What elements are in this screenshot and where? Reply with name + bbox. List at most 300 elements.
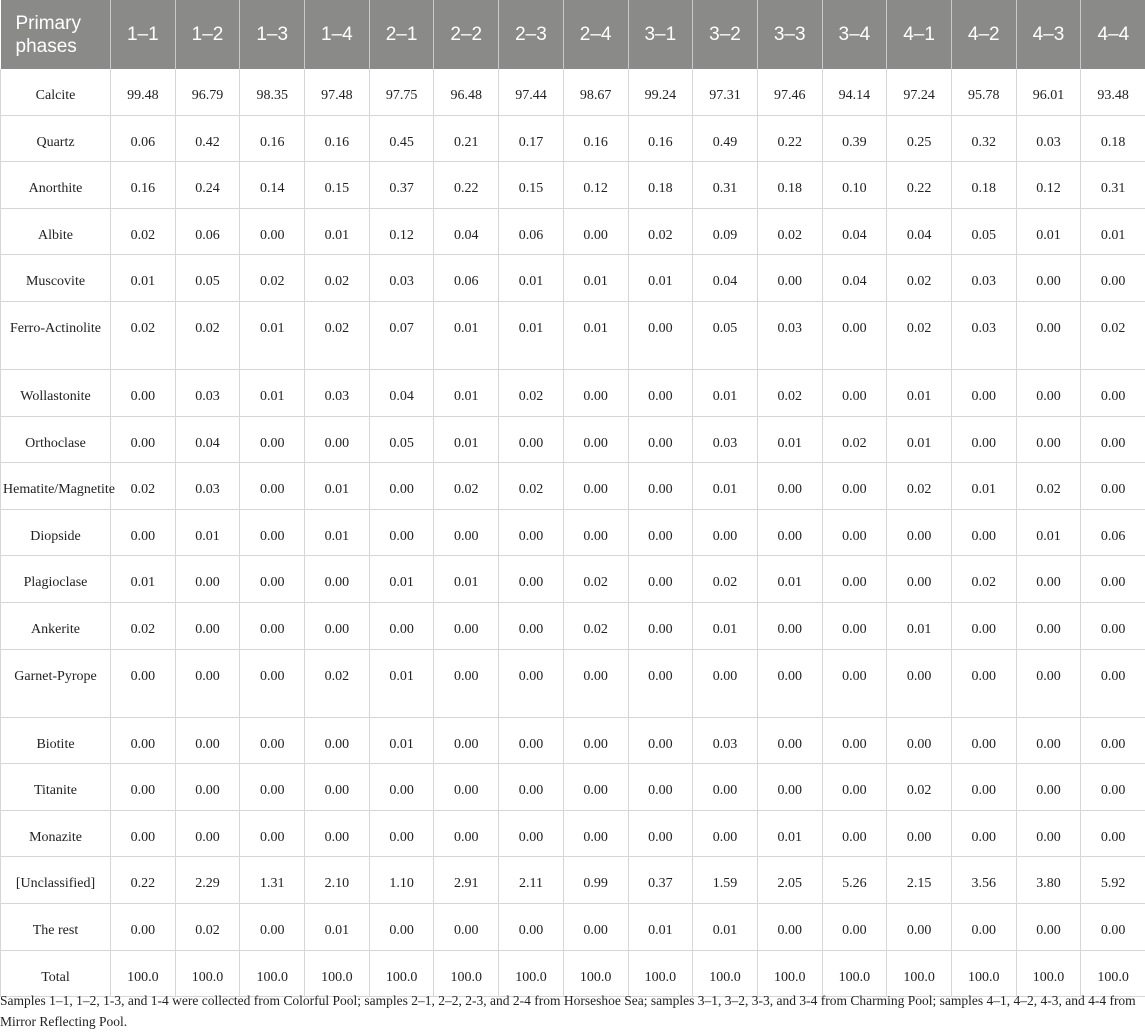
value-cell: 0.01 [1016,208,1081,255]
value-cell: 0.00 [951,509,1016,556]
value-cell: 0.02 [887,463,952,510]
value-cell: 0.00 [628,509,693,556]
value-cell: 0.00 [175,810,240,857]
phase-name-cell: [Unclassified] [1,857,111,904]
value-cell: 0.00 [175,556,240,603]
value-cell: 0.00 [628,301,693,369]
value-cell: 2.91 [434,857,499,904]
value-cell: 0.00 [563,416,628,463]
value-cell: 0.00 [757,717,822,764]
value-cell: 0.00 [175,717,240,764]
value-cell: 95.78 [951,69,1016,115]
value-cell: 0.00 [369,903,434,950]
value-cell: 0.01 [757,416,822,463]
value-cell: 0.01 [1081,208,1145,255]
value-cell: 0.02 [822,416,887,463]
value-cell: 0.00 [240,764,305,811]
value-cell: 0.16 [628,115,693,162]
value-cell: 0.01 [305,903,370,950]
value-cell: 0.01 [887,369,952,416]
value-cell: 0.00 [175,649,240,717]
value-cell: 0.00 [240,649,305,717]
value-cell: 0.01 [1016,509,1081,556]
value-cell: 0.02 [887,764,952,811]
value-cell: 1.59 [693,857,758,904]
value-cell: 3.56 [951,857,1016,904]
value-cell: 0.18 [951,162,1016,209]
value-cell: 0.04 [887,208,952,255]
table-footnote: Samples 1–1, 1–2, 1-3, and 1-4 were collected from Colorful Pool; samples 2–1, 2–2, 2-3, and 2-4 from Horseshoe Sea; samples 3–1, 3–2, 3-3, and 3-4 from Charming Pool; samples 4–1, 4–2, 4-3, and 4-4 from Mirror Reflecting Pool. [0,990,1140,1032]
value-cell: 0.02 [563,602,628,649]
value-cell: 0.00 [240,602,305,649]
value-cell: 0.01 [499,255,564,302]
value-cell: 0.02 [951,556,1016,603]
value-cell: 0.00 [240,509,305,556]
value-cell: 0.09 [693,208,758,255]
value-cell: 96.01 [1016,69,1081,115]
value-cell: 0.00 [1016,810,1081,857]
value-cell: 0.45 [369,115,434,162]
value-cell: 0.02 [434,463,499,510]
value-cell: 0.01 [175,509,240,556]
value-cell: 0.17 [499,115,564,162]
value-cell: 0.01 [434,416,499,463]
value-cell: 99.48 [111,69,176,115]
value-cell: 0.00 [563,208,628,255]
value-cell: 0.00 [1016,416,1081,463]
value-cell: 0.12 [1016,162,1081,209]
value-cell: 0.01 [563,301,628,369]
value-cell: 0.00 [563,810,628,857]
value-cell: 0.06 [434,255,499,302]
value-cell: 0.01 [369,717,434,764]
value-cell: 0.00 [1081,602,1145,649]
value-cell: 0.00 [563,509,628,556]
value-cell: 1.31 [240,857,305,904]
value-cell: 5.92 [1081,857,1145,904]
value-cell: 0.00 [822,301,887,369]
value-cell: 0.00 [1081,717,1145,764]
value-cell: 0.00 [822,903,887,950]
value-cell: 0.03 [693,416,758,463]
value-cell: 0.00 [951,903,1016,950]
value-cell: 0.00 [240,208,305,255]
table-row [1,162,1145,209]
value-cell: 0.00 [628,717,693,764]
value-cell: 0.42 [175,115,240,162]
value-cell: 0.18 [757,162,822,209]
value-cell: 0.06 [499,208,564,255]
value-cell: 0.00 [111,717,176,764]
value-cell: 0.00 [434,717,499,764]
value-cell: 0.00 [757,602,822,649]
value-cell: 0.00 [434,649,499,717]
table-row [1,764,1145,811]
value-cell: 0.02 [175,903,240,950]
value-cell: 0.02 [111,301,176,369]
value-cell: 0.01 [628,903,693,950]
value-cell: 0.00 [305,810,370,857]
value-cell: 0.22 [111,857,176,904]
value-cell: 0.00 [499,556,564,603]
value-cell: 100.0 [175,950,240,997]
value-cell: 0.00 [111,810,176,857]
value-cell: 0.03 [369,255,434,302]
column-header: 1–2 [175,0,240,69]
value-cell: 0.01 [111,556,176,603]
value-cell: 0.00 [369,463,434,510]
value-cell: 0.05 [175,255,240,302]
value-cell: 0.00 [111,649,176,717]
value-cell: 0.00 [434,810,499,857]
value-cell: 0.00 [434,903,499,950]
value-cell: 100.0 [240,950,305,997]
value-cell: 0.00 [1081,416,1145,463]
value-cell: 0.00 [1081,649,1145,717]
value-cell: 0.01 [693,602,758,649]
value-cell: 0.00 [822,717,887,764]
value-cell: 0.00 [499,764,564,811]
value-cell: 0.00 [628,649,693,717]
table-row [1,509,1145,556]
value-cell: 0.04 [175,416,240,463]
value-cell: 0.01 [305,463,370,510]
value-cell: 0.21 [434,115,499,162]
value-cell: 0.06 [111,115,176,162]
value-cell: 0.25 [887,115,952,162]
value-cell: 0.00 [1016,301,1081,369]
value-cell: 0.01 [887,602,952,649]
value-cell: 0.01 [434,369,499,416]
value-cell: 0.03 [305,369,370,416]
phase-name-cell: Monazite [1,810,111,857]
value-cell: 0.01 [693,369,758,416]
value-cell: 0.01 [951,463,1016,510]
table-row [1,602,1145,649]
value-cell: 0.01 [305,509,370,556]
value-cell: 0.01 [499,301,564,369]
phase-name-cell: Albite [1,208,111,255]
value-cell: 100.0 [305,950,370,997]
value-cell: 0.00 [628,764,693,811]
value-cell: 0.07 [369,301,434,369]
value-cell: 0.00 [305,556,370,603]
column-header: 4–4 [1081,0,1145,69]
value-cell: 0.00 [1081,463,1145,510]
value-cell: 98.67 [563,69,628,115]
value-cell: 100.0 [563,950,628,997]
value-cell: 0.16 [563,115,628,162]
value-cell: 97.31 [693,69,758,115]
value-cell: 0.00 [887,810,952,857]
value-cell: 0.04 [369,369,434,416]
value-cell: 0.00 [305,717,370,764]
header-primary-phases: Primary phases [1,0,111,69]
value-cell: 0.37 [628,857,693,904]
value-cell: 0.31 [1081,162,1145,209]
value-cell: 0.01 [434,556,499,603]
value-cell: 0.01 [240,301,305,369]
table-row [1,463,1145,510]
value-cell: 0.01 [757,810,822,857]
value-cell: 0.01 [693,463,758,510]
value-cell: 0.15 [305,162,370,209]
value-cell: 96.79 [175,69,240,115]
value-cell: 0.00 [628,602,693,649]
value-cell: 1.10 [369,857,434,904]
phase-name-cell: Diopside [1,509,111,556]
table-body [1,69,1145,997]
value-cell: 0.00 [499,717,564,764]
value-cell: 2.05 [757,857,822,904]
value-cell: 0.37 [369,162,434,209]
value-cell: 0.39 [822,115,887,162]
value-cell: 0.18 [1081,115,1145,162]
value-cell: 0.22 [757,115,822,162]
phase-name-cell: Plagioclase [1,556,111,603]
value-cell: 0.01 [240,369,305,416]
table-row [1,416,1145,463]
table-header-row [1,0,1145,69]
phase-name-cell: Biotite [1,717,111,764]
table-row [1,556,1145,603]
value-cell: 0.01 [305,208,370,255]
value-cell: 0.00 [822,369,887,416]
column-header: 1–3 [240,0,305,69]
value-cell: 100.0 [111,950,176,997]
value-cell: 0.00 [1016,556,1081,603]
value-cell: 0.00 [757,764,822,811]
value-cell: 100.0 [628,950,693,997]
table-row [1,255,1145,302]
phase-name-cell: Wollastonite [1,369,111,416]
value-cell: 0.03 [693,717,758,764]
value-cell: 100.0 [434,950,499,997]
value-cell: 0.00 [822,556,887,603]
value-cell: 0.00 [1081,903,1145,950]
value-cell: 0.00 [1016,602,1081,649]
value-cell: 0.00 [1016,649,1081,717]
phase-name-cell: Quartz [1,115,111,162]
value-cell: 0.00 [499,810,564,857]
value-cell: 0.00 [1016,255,1081,302]
value-cell: 100.0 [693,950,758,997]
value-cell: 94.14 [822,69,887,115]
value-cell: 0.00 [1016,764,1081,811]
value-cell: 0.06 [175,208,240,255]
value-cell: 0.00 [887,509,952,556]
value-cell: 0.00 [693,764,758,811]
value-cell: 0.00 [693,649,758,717]
value-cell: 0.00 [1081,810,1145,857]
value-cell: 0.00 [175,764,240,811]
value-cell: 0.02 [563,556,628,603]
value-cell: 0.02 [111,602,176,649]
value-cell: 0.00 [628,369,693,416]
column-header: 2–4 [563,0,628,69]
value-cell: 0.00 [499,416,564,463]
column-header: 4–1 [887,0,952,69]
value-cell: 0.00 [240,717,305,764]
value-cell: 0.00 [111,903,176,950]
value-cell: 0.00 [887,556,952,603]
value-cell: 0.00 [111,369,176,416]
value-cell: 0.00 [499,602,564,649]
value-cell: 3.80 [1016,857,1081,904]
value-cell: 0.22 [434,162,499,209]
phase-name-cell: Garnet-Pyrope [1,649,111,717]
table-row [1,115,1145,162]
value-cell: 0.00 [563,717,628,764]
value-cell: 0.00 [822,509,887,556]
table-row [1,301,1145,369]
table-row [1,810,1145,857]
value-cell: 99.24 [628,69,693,115]
value-cell: 97.24 [887,69,952,115]
table-row [1,649,1145,717]
value-cell: 0.00 [111,416,176,463]
value-cell: 97.44 [499,69,564,115]
value-cell: 0.00 [369,602,434,649]
value-cell: 0.00 [822,602,887,649]
value-cell: 0.49 [693,115,758,162]
phase-name-cell: Ferro-Actinolite [1,301,111,369]
value-cell: 0.00 [499,509,564,556]
value-cell: 100.0 [822,950,887,997]
phase-name-cell: Muscovite [1,255,111,302]
value-cell: 0.00 [111,509,176,556]
value-cell: 0.22 [887,162,952,209]
value-cell: 0.01 [887,416,952,463]
value-cell: 0.03 [175,463,240,510]
value-cell: 0.00 [1081,556,1145,603]
value-cell: 0.00 [434,764,499,811]
value-cell: 0.00 [757,649,822,717]
value-cell: 0.16 [305,115,370,162]
value-cell: 0.00 [434,602,499,649]
value-cell: 0.00 [499,903,564,950]
value-cell: 0.02 [757,208,822,255]
value-cell: 0.00 [563,764,628,811]
value-cell: 0.31 [693,162,758,209]
value-cell: 0.02 [305,649,370,717]
value-cell: 0.01 [628,255,693,302]
value-cell: 0.00 [628,810,693,857]
table-row [1,857,1145,904]
value-cell: 0.00 [1016,717,1081,764]
value-cell: 0.00 [757,255,822,302]
value-cell: 0.00 [693,810,758,857]
value-cell: 0.01 [369,556,434,603]
value-cell: 0.01 [563,255,628,302]
value-cell: 0.04 [434,208,499,255]
column-header: 1–4 [305,0,370,69]
value-cell: 0.02 [499,463,564,510]
value-cell: 0.02 [628,208,693,255]
value-cell: 100.0 [1081,950,1145,997]
value-cell: 0.02 [305,301,370,369]
value-cell: 0.00 [111,764,176,811]
value-cell: 0.00 [951,810,1016,857]
column-header: 4–3 [1016,0,1081,69]
value-cell: 0.01 [693,903,758,950]
value-cell: 0.00 [499,649,564,717]
value-cell: 0.15 [499,162,564,209]
phase-name-cell: Orthoclase [1,416,111,463]
value-cell: 100.0 [369,950,434,997]
value-cell: 0.00 [951,764,1016,811]
value-cell: 97.48 [305,69,370,115]
value-cell: 0.00 [887,717,952,764]
phase-name-cell: Ankerite [1,602,111,649]
column-header: 2–1 [369,0,434,69]
value-cell: 2.29 [175,857,240,904]
value-cell: 0.00 [1081,764,1145,811]
value-cell: 0.02 [305,255,370,302]
value-cell: 0.00 [757,509,822,556]
value-cell: 0.00 [563,463,628,510]
value-cell: 100.0 [1016,950,1081,997]
value-cell: 0.00 [369,764,434,811]
value-cell: 0.00 [822,649,887,717]
value-cell: 100.0 [499,950,564,997]
value-cell: 0.00 [951,717,1016,764]
value-cell: 0.24 [175,162,240,209]
value-cell: 0.99 [563,857,628,904]
value-cell: 0.00 [628,416,693,463]
value-cell: 0.16 [240,115,305,162]
phase-name-cell: The rest [1,903,111,950]
value-cell: 0.02 [693,556,758,603]
table-row [1,69,1145,115]
value-cell: 0.02 [499,369,564,416]
value-cell: 0.05 [369,416,434,463]
value-cell: 100.0 [887,950,952,997]
column-header: 4–2 [951,0,1016,69]
value-cell: 97.75 [369,69,434,115]
value-cell: 0.00 [887,903,952,950]
phase-name-cell: Titanite [1,764,111,811]
value-cell: 0.18 [628,162,693,209]
value-cell: 0.00 [628,463,693,510]
value-cell: 0.03 [1016,115,1081,162]
value-cell: 0.02 [111,208,176,255]
value-cell: 0.02 [757,369,822,416]
value-cell: 93.48 [1081,69,1145,115]
value-cell: 0.02 [175,301,240,369]
table-row [1,903,1145,950]
value-cell: 0.00 [175,602,240,649]
value-cell: 0.00 [757,903,822,950]
value-cell: 0.10 [822,162,887,209]
value-cell: 0.05 [693,301,758,369]
value-cell: 0.01 [434,301,499,369]
value-cell: 0.01 [369,649,434,717]
value-cell: 0.03 [757,301,822,369]
phase-name-cell: Hematite/Magnetite [1,463,111,510]
value-cell: 0.00 [434,509,499,556]
value-cell: 0.00 [757,463,822,510]
value-cell: 0.02 [1016,463,1081,510]
value-cell: 0.00 [369,509,434,556]
value-cell: 0.02 [240,255,305,302]
value-cell: 0.00 [240,556,305,603]
value-cell: 0.00 [563,903,628,950]
value-cell: 0.16 [111,162,176,209]
value-cell: 0.00 [240,416,305,463]
value-cell: 0.00 [240,903,305,950]
value-cell: 0.03 [951,301,1016,369]
